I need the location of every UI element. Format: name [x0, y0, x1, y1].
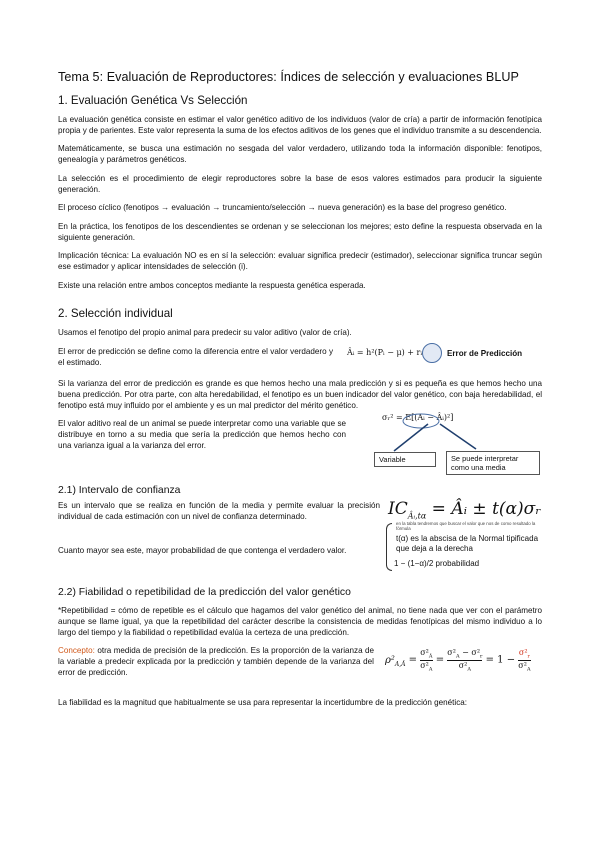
paragraph: Si la varianza del error de predicción es grande es que hemos hecho una mala predicción y si es pequeña es que hemos hecho una buena predicción. Por otra parte, con alta heredabilidad, el fenotipo es un buen indicador del valor genético, con baja heredabilidad, el fenotipo está muy influido por el ambiente y es un mal predictor del mérito genético.: [58, 379, 542, 410]
media-box: Se puede interpretar como una media: [446, 451, 540, 475]
section-2-1-heading: 2.1) Intervalo de confianza: [58, 485, 181, 497]
note-prob: 1 − (1−α)/2 probabilidad: [394, 559, 480, 569]
ic-subscript: Âᵢ,tα: [407, 511, 427, 521]
concept-text: otra medida de precisión de la predicción. Es la proporción de la varianza de la variable a predecir explicada por la predicción y también depende de la varianza del error de predicción.: [58, 646, 374, 677]
paragraph: [58, 646, 374, 678]
ic-label: IC: [388, 499, 408, 520]
paragraph: Es un intervalo que se realiza en función de la media y permite evaluar la precisión individual de cada estimación con un nivel de confianza determinado.: [58, 501, 380, 521]
section-2-2-heading: 2.2) Fiabilidad o repetibilidad de la predicción del valor genético: [58, 587, 351, 599]
paragraph: Matemáticamente, se busca una estimación no sesgada del valor verdadero, utilizando toda la información disponible: fenotipos, genealogía y parámetros genéticos.: [58, 144, 542, 165]
paragraph: Implicación técnica: La evaluación NO es en sí la selección: evaluar significa predecir (estimador), seleccionar significa truncar según ese estimador y aplicar intensidades de selección (i).: [58, 251, 542, 272]
document-page: [58, 64, 542, 717]
paragraph: Existe una relación entre ambos conceptos mediante la respuesta genética esperada.: [58, 280, 366, 290]
ic-rhs: = Âᵢ ± t(α)σᵣ: [426, 499, 542, 520]
paragraph: Usamos el fenotipo del propio animal para predecir su valor aditivo (valor de cría).: [58, 328, 352, 338]
arrow-to-media: [440, 424, 476, 449]
section-2-heading: 2. Selección individual: [58, 307, 173, 321]
variance-arrows: [358, 409, 538, 457]
reliability-formula: $\rho^2_{A,Â}$ = $\frac{\sigma^2_Â}{\sigma^2_A}$ = $\frac{\sigma^2_A - \sigma^2_r}{\sigma^2_A}$ = 1 − $\frac{\sigma^2_r}{\sigma^2_A}$: [385, 648, 531, 673]
paragraph: La fiabilidad es la magnitud que habitualmente se usa para representar la incertidumbre de la predicción genética:: [58, 698, 467, 708]
concept-row: [58, 646, 542, 696]
error-formula-text: Âᵢ = h²(Pᵢ − μ) + rᵢ: [347, 348, 422, 358]
arrow-to-variable: [394, 424, 428, 451]
paragraph: La evaluación genética consiste en estimar el valor genético aditivo de los individuos (valor de cría) a partir de información fenotípica propia y de parientes. Este valor representa la suma de los efectos aditivos de los genes que el individuo transmite a su descendencia.: [58, 115, 542, 135]
bracket: [386, 523, 392, 571]
paragraph: El error de predicción se define como la diferencia entre el valor verdadero y el estimado.: [58, 347, 333, 367]
paragraph: Cuanto mayor sea este, mayor probabilidad de que contenga el verdadero valor.: [58, 546, 347, 556]
ic-formula: [388, 499, 541, 520]
variance-row: [58, 413, 542, 481]
document-title: Tema 5: Evaluación de Reproductores: Índices de selección y evaluaciones BLUP: [58, 70, 519, 84]
error-formula: [347, 348, 422, 357]
paragraph: En la práctica, los fenotipos de los descendientes se ordenan y se seleccionan los mejores; esto define la respuesta observada en la siguiente generación.: [58, 221, 542, 242]
error-label: Error de Predicción: [447, 349, 523, 359]
variable-box: Variable: [374, 452, 436, 467]
variance-formula: σᵣ² = E[(Aᵢ − Âᵢ)²]: [382, 413, 454, 423]
note-t: t(α) es la abscisa de la Normal tipificada que deja a la derecha: [396, 534, 539, 554]
note-small: en la tabla tendremos que buscar el valor que nos de como resultado la fórmula: [396, 521, 536, 532]
paragraph: El proceso cíclico (fenotipos → evaluación → truncamiento/selección → nueva generación) es la base del progreso genético.: [58, 203, 507, 213]
error-row: [58, 347, 542, 373]
error-ellipse: [422, 343, 442, 363]
variance-ellipse: [403, 414, 439, 428]
paragraph: La selección es el procedimiento de elegir reproductores sobre la base de esos valores estimados para producir la siguiente generación.: [58, 173, 542, 194]
paragraph: *Repetibilidad = cómo de repetible es el cálculo que hagamos del valor genético del animal, no tiene nada que ver con el parámetro aunque se llame igual, ya que la repetibilidad del carácter describe la consistencia de medidas fenotípicas del mismo individuo a lo largo del tiempo y la fiabilidad o repetibilidad evalúa la certeza de una predicción.: [58, 606, 542, 637]
confidence-row: [58, 501, 542, 581]
section-1-heading: 1. Evaluación Genética Vs Selección: [58, 94, 248, 107]
concept-label: Concepto:: [58, 646, 95, 656]
paragraph: El valor aditivo real de un animal se puede interpretar como una variable que se distribuye en torno a su media que sería la predicción que hemos hecho con una varianza igual a la varianza del error.: [58, 419, 346, 450]
